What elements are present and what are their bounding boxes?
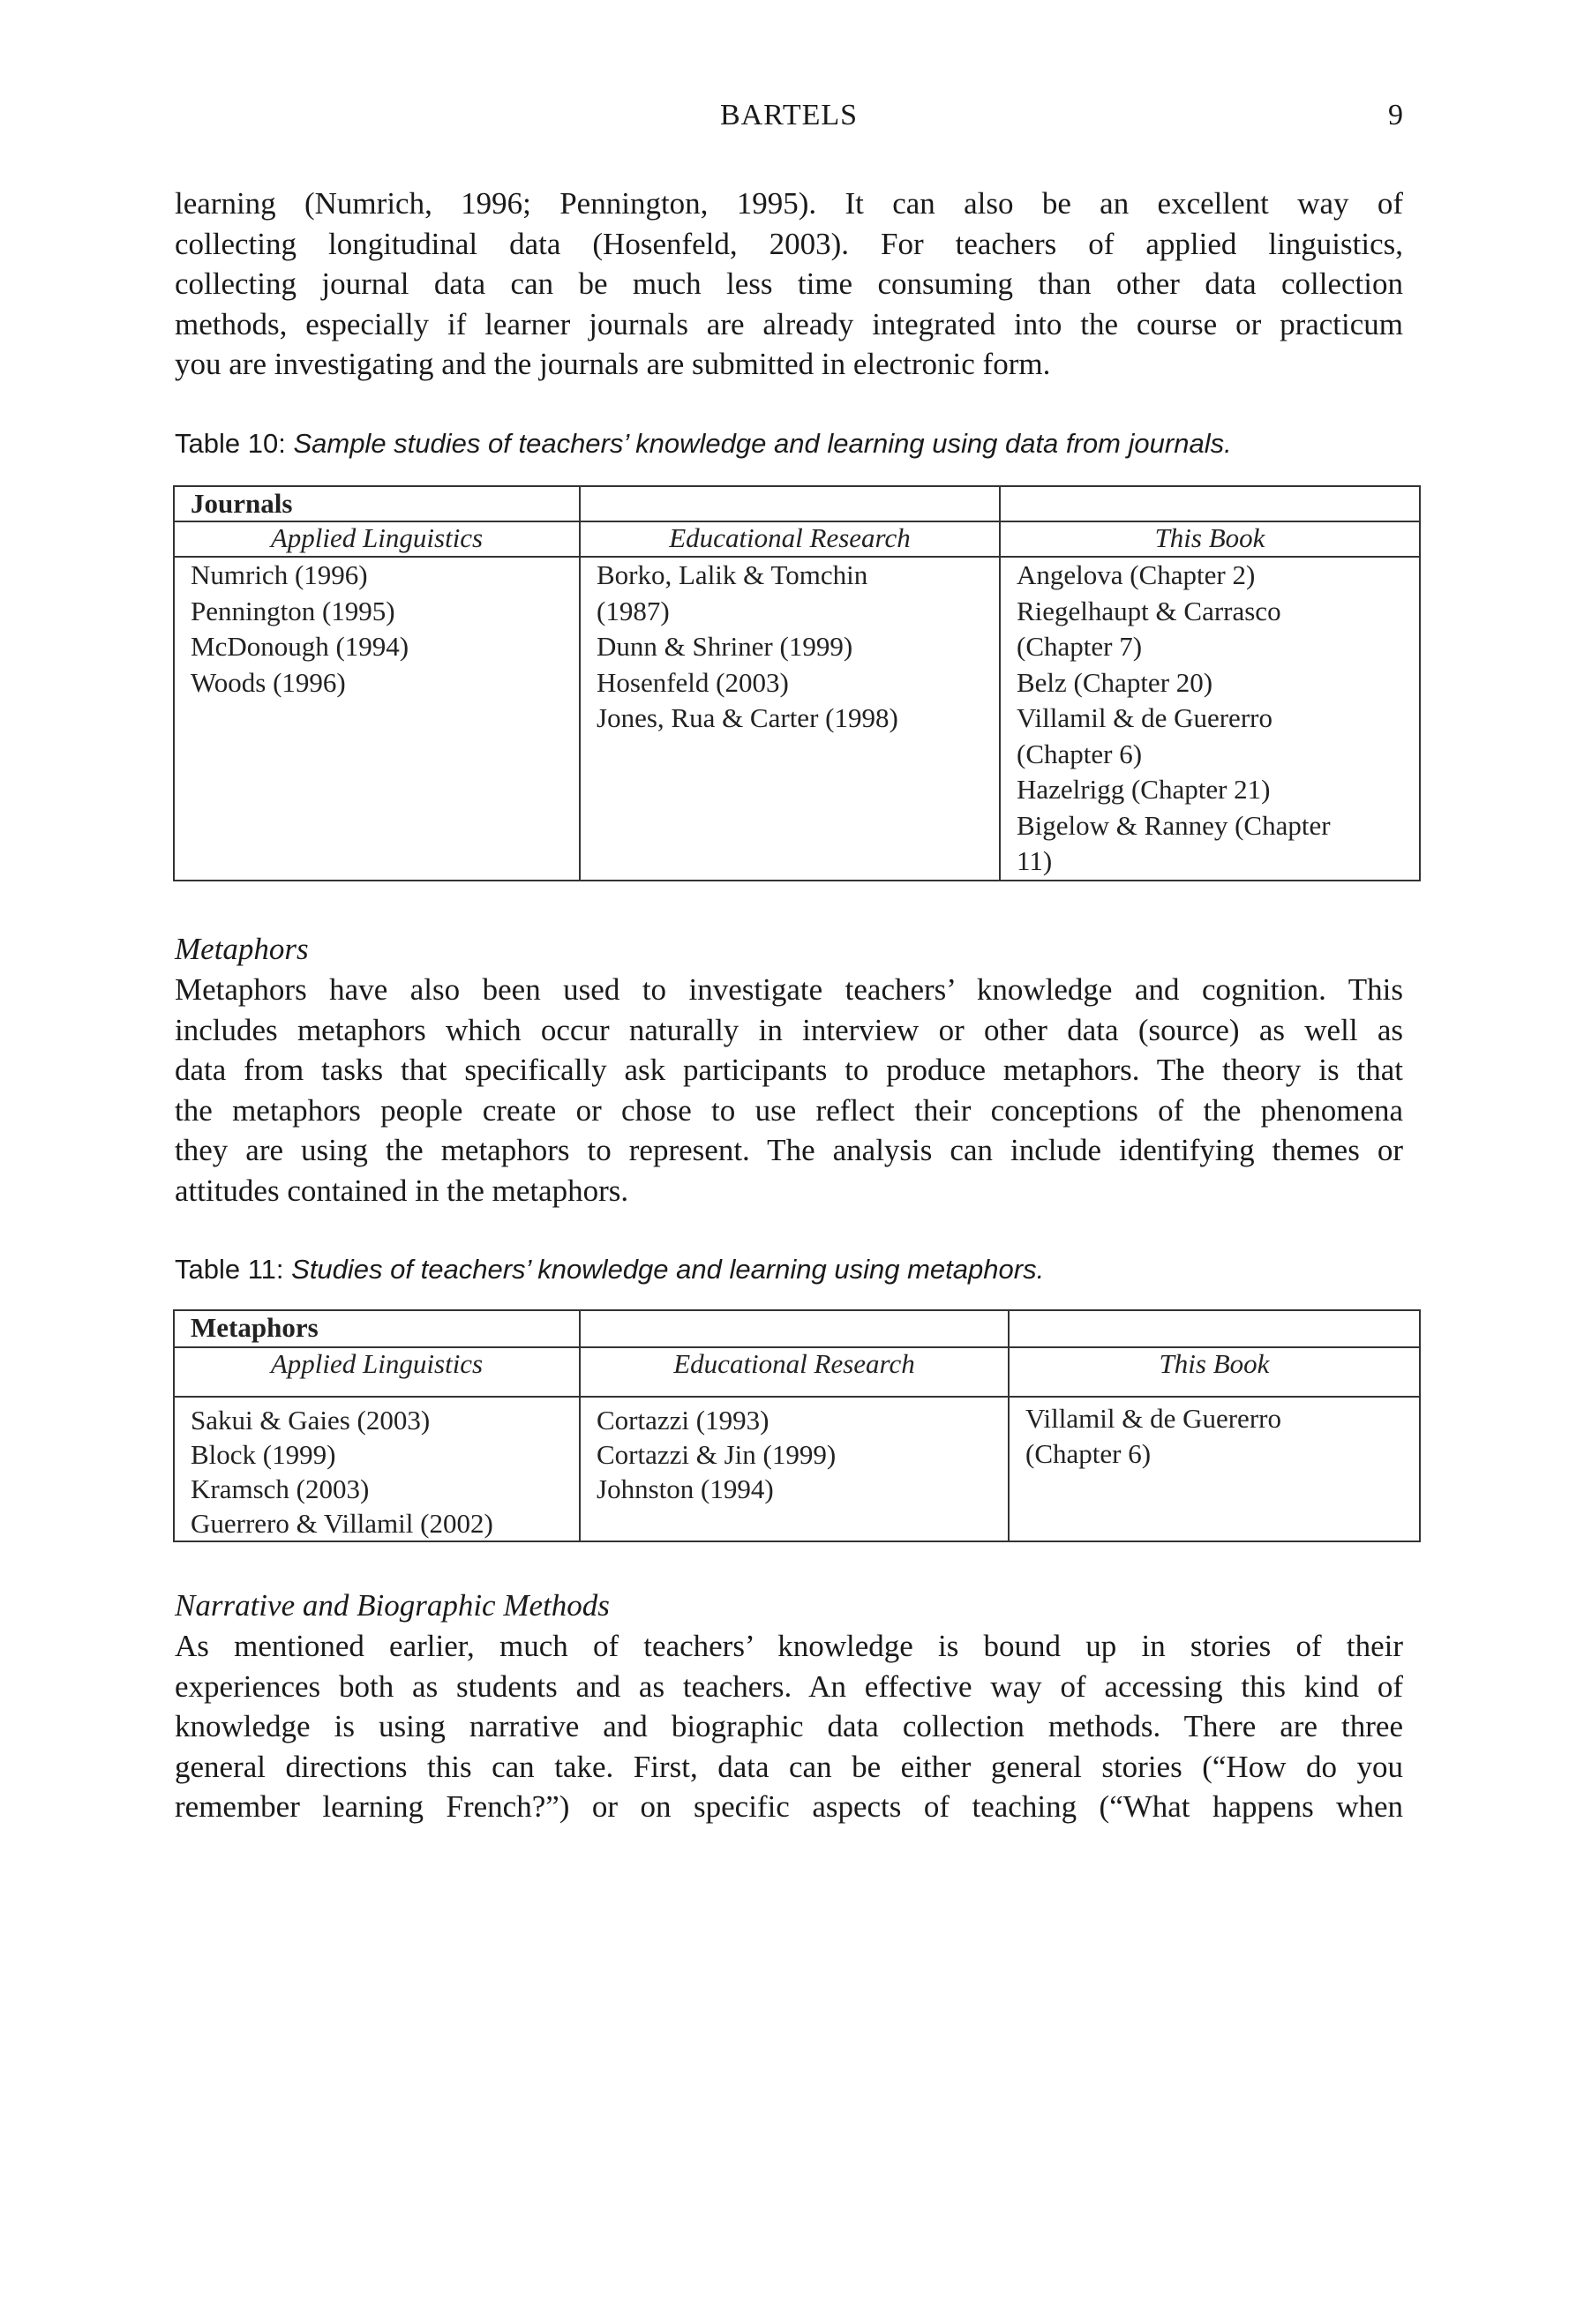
column-header: Applied Linguistics bbox=[174, 1347, 580, 1397]
table-column-headers bbox=[174, 1347, 1420, 1397]
page-header bbox=[175, 99, 1403, 139]
table-cell-educational-research bbox=[580, 557, 1000, 881]
cell-line: Kramsch (2003) bbox=[191, 1473, 370, 1504]
metaphors-paragraph bbox=[175, 970, 1403, 1211]
table-group-label: Journals bbox=[174, 486, 580, 521]
table-empty-cell bbox=[1000, 486, 1420, 521]
cell-line: McDonough (1994) bbox=[191, 631, 409, 662]
table-row bbox=[174, 1397, 1420, 1541]
cell-line: Johnston (1994) bbox=[597, 1473, 774, 1504]
table-cell-this-book bbox=[1009, 1397, 1420, 1541]
table-10-caption bbox=[175, 425, 1232, 462]
cell-line: Belz (Chapter 20) bbox=[1017, 666, 1213, 698]
cell-line: Cortazzi & Jin (1999) bbox=[597, 1439, 837, 1470]
cell-line: (1987) bbox=[597, 595, 670, 626]
paragraph-line: you are investigating and the journals are submitted in electronic form. bbox=[175, 347, 1051, 381]
cell-line: Dunn & Shriner (1999) bbox=[597, 631, 853, 662]
column-header: Educational Research bbox=[580, 1347, 1009, 1397]
table-row bbox=[174, 557, 1420, 881]
cell-line: (Chapter 7) bbox=[1017, 631, 1143, 662]
cell-line: Villamil & de Guererro bbox=[1025, 1403, 1281, 1434]
table-group-label: Metaphors bbox=[174, 1310, 580, 1347]
table-10-title: Sample studies of teachers’ knowledge and learning using data from journals. bbox=[293, 428, 1232, 459]
paragraph-line: methods, especially if learner journals are already integrated into the course or practicum bbox=[175, 306, 1403, 341]
cell-line: Villamil & de Guererro bbox=[1017, 702, 1272, 733]
cell-line: Block (1999) bbox=[191, 1439, 336, 1470]
table-group-row bbox=[174, 1310, 1420, 1347]
paragraph-line: learning (Numrich, 1996; Pennington, 1995). It can also be an excellent way of bbox=[175, 186, 1403, 221]
cell-line: (Chapter 6) bbox=[1017, 738, 1143, 769]
table-11-title: Studies of teachers’ knowledge and learning using metaphors. bbox=[291, 1254, 1045, 1285]
table-11-label: Table 11: bbox=[175, 1254, 284, 1285]
table-empty-cell bbox=[580, 1310, 1009, 1347]
column-header: This Book bbox=[1000, 521, 1420, 557]
cell-line: Numrich (1996) bbox=[191, 559, 368, 590]
paragraph-line: remember learning French?”) or on specific aspects of teaching (“What happens when bbox=[175, 1789, 1403, 1824]
paragraph-line: attitudes contained in the metaphors. bbox=[175, 1173, 629, 1208]
cell-line: (Chapter 6) bbox=[1025, 1438, 1152, 1469]
narrative-paragraph bbox=[175, 1626, 1403, 1827]
table-column-headers bbox=[174, 521, 1420, 557]
cell-line: Guerrero & Villamil (2002) bbox=[191, 1508, 493, 1539]
cell-line: Bigelow & Ranney (Chapter bbox=[1017, 809, 1331, 841]
cell-line: Hosenfeld (2003) bbox=[597, 666, 789, 698]
table-cell-applied-linguistics bbox=[174, 1397, 580, 1541]
column-header: Educational Research bbox=[580, 521, 1000, 557]
paragraph-line: the metaphors people create or chose to use reflect their conceptions of the phenomena bbox=[175, 1092, 1403, 1128]
section-heading-narrative: Narrative and Biographic Methods bbox=[175, 1588, 610, 1623]
paragraph-line: general directions this can take. First, data can be either general stories (“How do you bbox=[175, 1749, 1403, 1784]
table-11-caption bbox=[175, 1251, 1044, 1288]
running-head: BARTELS bbox=[719, 99, 859, 131]
cell-line: Riegelhaupt & Carrasco bbox=[1017, 595, 1281, 626]
column-header: Applied Linguistics bbox=[174, 521, 580, 557]
table-empty-cell bbox=[1009, 1310, 1420, 1347]
cell-line: Sakui & Gaies (2003) bbox=[191, 1405, 431, 1436]
table-10 bbox=[173, 485, 1421, 881]
cell-line: Angelova (Chapter 2) bbox=[1017, 559, 1256, 590]
paragraph-line: knowledge is using narrative and biographic data collection methods. There are three bbox=[175, 1709, 1403, 1743]
table-11 bbox=[173, 1309, 1421, 1542]
column-header: This Book bbox=[1009, 1347, 1420, 1397]
cell-line: Jones, Rua & Carter (1998) bbox=[597, 702, 898, 733]
cell-line: Cortazzi (1993) bbox=[597, 1405, 769, 1436]
paragraph-line: includes metaphors which occur naturally in interview or other data (source) as well as bbox=[175, 1012, 1403, 1047]
section-heading-metaphors: Metaphors bbox=[175, 932, 309, 966]
cell-line: 11) bbox=[1017, 845, 1053, 876]
table-cell-applied-linguistics bbox=[174, 557, 580, 881]
intro-paragraph bbox=[175, 184, 1403, 385]
paragraph-line: they are using the metaphors to represent. The analysis can include identifying themes or bbox=[175, 1133, 1403, 1167]
cell-line: Pennington (1995) bbox=[191, 595, 395, 626]
table-cell-educational-research bbox=[580, 1397, 1009, 1541]
cell-line: Hazelrigg (Chapter 21) bbox=[1017, 774, 1271, 805]
paragraph-line: As mentioned earlier, much of teachers’ knowledge is bound up in stories of their bbox=[175, 1629, 1403, 1663]
table-group-row bbox=[174, 486, 1420, 521]
paragraph-line: Metaphors have also been used to investigate teachers’ knowledge and cognition. This bbox=[175, 972, 1403, 1007]
paragraph-line: collecting longitudinal data (Hosenfeld, 2003). For teachers of applied linguistics, bbox=[175, 226, 1403, 261]
cell-line: Woods (1996) bbox=[191, 666, 346, 698]
paragraph-line: collecting journal data can be much less time consuming than other data collection bbox=[175, 266, 1403, 301]
table-cell-this-book bbox=[1000, 557, 1420, 881]
paragraph-line: experiences both as students and as teachers. An effective way of accessing this kind of bbox=[175, 1668, 1403, 1704]
cell-line: Borko, Lalik & Tomchin bbox=[597, 559, 868, 590]
table-10-label: Table 10: bbox=[175, 428, 286, 459]
table-empty-cell bbox=[580, 486, 1000, 521]
page-number: 9 bbox=[1388, 99, 1403, 131]
paragraph-line: data from tasks that specifically ask participants to produce metaphors. The theory is that bbox=[175, 1053, 1403, 1087]
